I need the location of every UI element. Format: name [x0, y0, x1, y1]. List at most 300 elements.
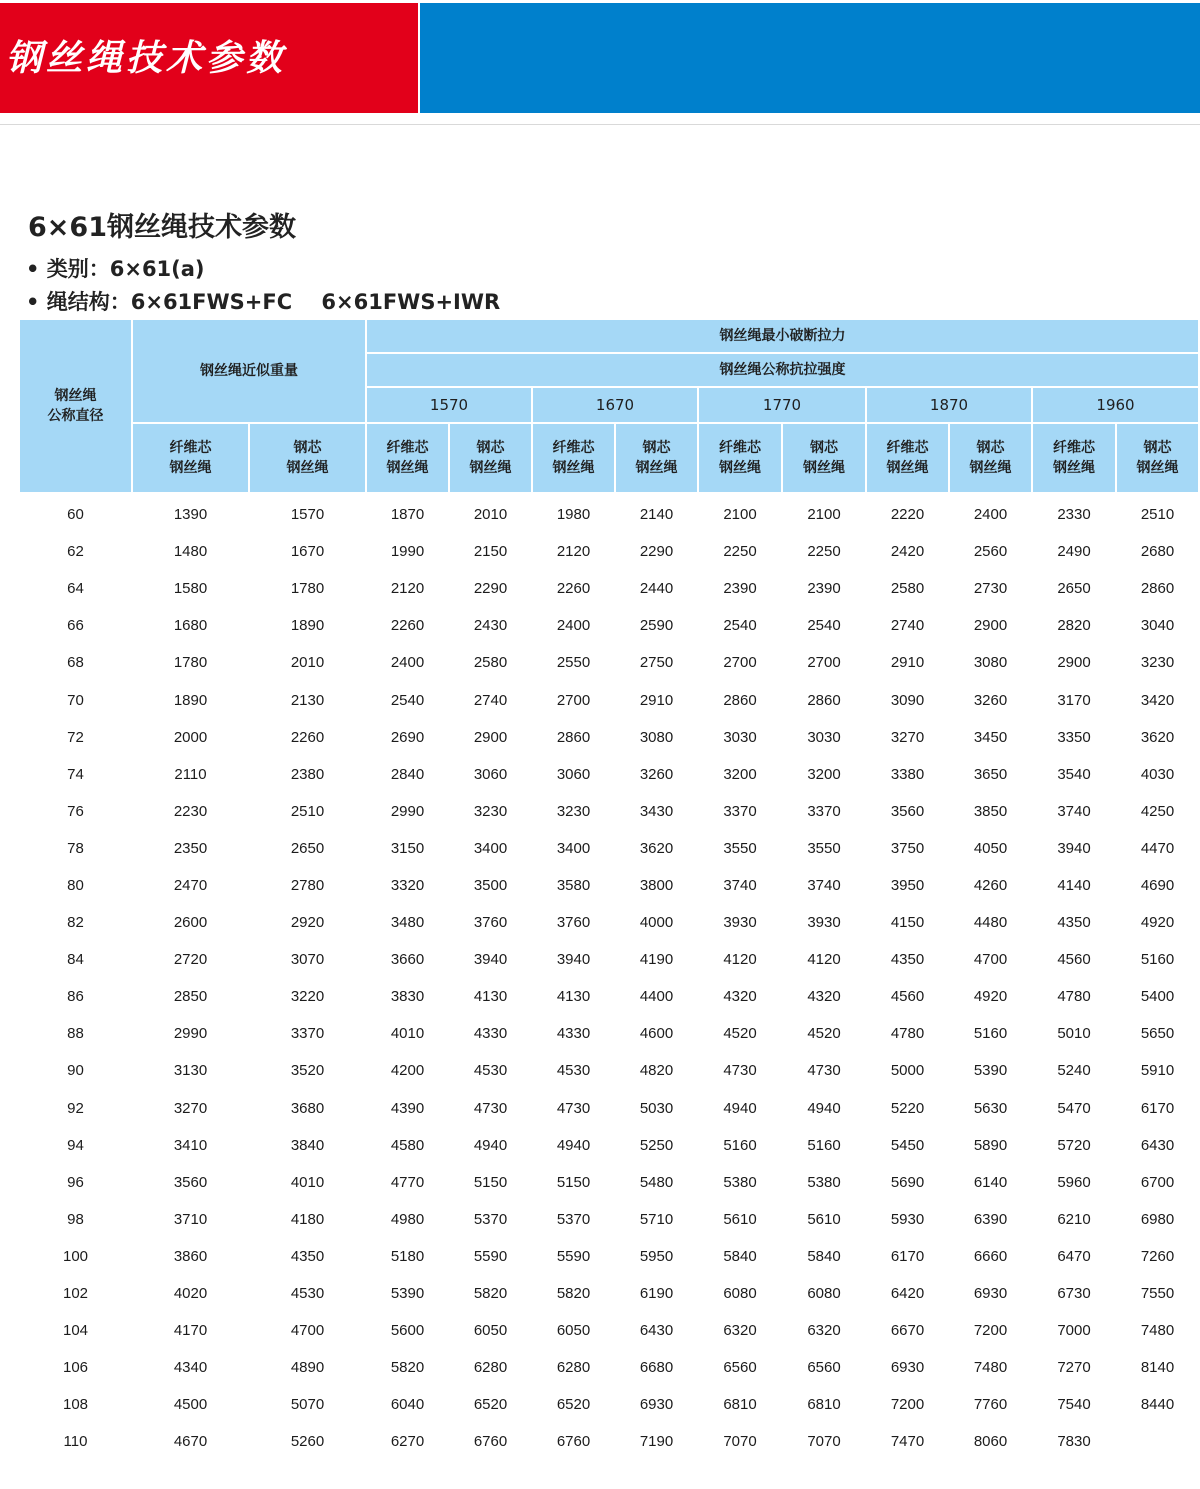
value-cell: 1780 [173, 654, 208, 672]
value-cell: 3320 [390, 876, 425, 894]
table-row [19, 1201, 1199, 1238]
value-cell: 5000 [890, 1062, 925, 1080]
value-cell: 4600 [639, 1025, 674, 1043]
value-cell: 7550 [1140, 1285, 1175, 1303]
value-cell: 5250 [639, 1136, 674, 1154]
header-grade: 1770 [698, 387, 866, 423]
value-cell: 3560 [173, 1173, 208, 1191]
value-cell: 5590 [473, 1247, 508, 1265]
header-fiber-core: 纤维芯 钢丝绳 [366, 423, 449, 493]
value-cell: 3540 [1057, 765, 1091, 783]
value-cell: 7070 [807, 1433, 841, 1451]
value-cell: 6560 [723, 1359, 757, 1377]
value-cell: 3450 [973, 728, 1008, 746]
header-fiber-core: 纤维芯 钢丝绳 [532, 423, 615, 493]
value-cell: 5260 [290, 1433, 325, 1451]
value-cell: 6810 [723, 1396, 757, 1414]
value-cell: 2510 [1140, 506, 1175, 524]
value-cell: 6270 [390, 1433, 425, 1451]
value-cell: 3500 [473, 876, 508, 894]
value-cell: 3940 [1057, 839, 1091, 857]
value-cell: 5470 [1057, 1099, 1091, 1117]
diameter-cell: 92 [67, 1099, 84, 1117]
table-header [19, 319, 1199, 493]
divider [0, 124, 1200, 125]
value-cell: 4200 [390, 1062, 425, 1080]
value-cell: 6810 [807, 1396, 841, 1414]
header-fiber-core: 纤维芯 钢丝绳 [698, 423, 782, 493]
diameter-cell: 104 [62, 1322, 89, 1340]
header-weight: 钢丝绳近似重量 [132, 319, 366, 423]
header-fiber-core: 纤维芯 钢丝绳 [132, 423, 249, 493]
value-cell: 7540 [1057, 1396, 1091, 1414]
table-body [19, 493, 1199, 1460]
value-cell: 1670 [290, 543, 325, 561]
value-cell: 3550 [723, 839, 757, 857]
diameter-cell: 60 [67, 506, 84, 524]
value-cell: 3080 [973, 654, 1008, 672]
value-cell: 1780 [290, 580, 325, 598]
value-cell: 2400 [973, 506, 1008, 524]
value-cell: 3840 [290, 1136, 325, 1154]
value-cell: 4560 [890, 988, 925, 1006]
value-cell: 6930 [890, 1359, 925, 1377]
table-row [19, 941, 1199, 978]
value-cell: 3940 [556, 951, 591, 969]
value-cell: 3560 [890, 802, 925, 820]
header-grade: 1960 [1032, 387, 1199, 423]
diameter-cell: 80 [67, 876, 84, 894]
value-cell: 1890 [290, 617, 325, 635]
value-cell: 6760 [473, 1433, 508, 1451]
value-cell: 4670 [173, 1433, 208, 1451]
value-cell: 5030 [639, 1099, 674, 1117]
value-cell: 4390 [390, 1099, 425, 1117]
value-cell: 3270 [173, 1099, 208, 1117]
header-diameter [19, 319, 132, 493]
value-cell: 3850 [973, 802, 1008, 820]
value-cell: 4530 [473, 1062, 508, 1080]
value-cell: 2250 [807, 543, 841, 561]
value-cell: 5690 [890, 1173, 925, 1191]
diameter-cell: 94 [67, 1136, 84, 1154]
value-cell: 3200 [807, 765, 841, 783]
table-row [19, 681, 1199, 718]
value-cell: 3650 [973, 765, 1008, 783]
value-cell: 4480 [973, 914, 1008, 932]
value-cell: 4170 [173, 1322, 208, 1340]
value-cell: 6320 [723, 1322, 757, 1340]
bullet-category: • 类别：6×61(a) [26, 257, 205, 281]
value-cell: 3400 [473, 839, 508, 857]
value-cell: 6280 [556, 1359, 591, 1377]
diameter-cell: 82 [67, 914, 84, 932]
diameter-cell: 110 [63, 1433, 88, 1451]
value-cell: 1870 [390, 506, 425, 524]
value-cell: 5450 [890, 1136, 925, 1154]
value-cell: 6390 [973, 1210, 1008, 1228]
diameter-cell: 66 [67, 617, 84, 635]
value-cell: 5240 [1057, 1062, 1091, 1080]
value-cell: 5180 [390, 1247, 425, 1265]
value-cell: 3230 [473, 802, 508, 820]
value-cell: 3060 [556, 765, 591, 783]
table-row [19, 1349, 1199, 1386]
value-cell: 3740 [1057, 802, 1091, 820]
value-cell: 3550 [807, 839, 841, 857]
value-cell: 7070 [723, 1433, 757, 1451]
value-cell: 3030 [807, 728, 841, 746]
value-cell: 2990 [390, 802, 425, 820]
diameter-cell: 64 [67, 580, 84, 598]
value-cell: 1480 [173, 543, 208, 561]
value-cell: 4940 [723, 1099, 757, 1117]
header-diameter-text: 钢丝绳 公称直径 [47, 388, 104, 424]
core-type-row [19, 423, 1199, 493]
value-cell: 6520 [473, 1396, 508, 1414]
value-cell: 4050 [973, 839, 1008, 857]
table-row [19, 607, 1199, 644]
diameter-cell: 106 [62, 1359, 89, 1377]
value-cell: 2740 [473, 691, 508, 709]
value-cell: 3380 [890, 765, 925, 783]
value-cell: 3580 [556, 876, 591, 894]
value-cell: 2990 [173, 1025, 208, 1043]
value-cell: 2700 [556, 691, 591, 709]
header-fiber-core: 纤维芯 钢丝绳 [866, 423, 949, 493]
value-cell: 5630 [973, 1099, 1008, 1117]
value-cell: 4940 [473, 1136, 508, 1154]
value-cell: 5220 [890, 1099, 925, 1117]
value-cell: 3350 [1057, 728, 1091, 746]
value-cell: 5890 [973, 1136, 1008, 1154]
header-steel-core: 钢芯 钢丝绳 [249, 423, 366, 493]
value-cell: 5150 [473, 1173, 508, 1191]
value-cell: 5380 [723, 1173, 757, 1191]
header-min-break: 钢丝绳最小破断拉力 [366, 319, 1199, 353]
value-cell: 2120 [556, 543, 591, 561]
value-cell: 2230 [173, 802, 208, 820]
value-cell: 3760 [556, 914, 591, 932]
value-cell: 7470 [890, 1433, 925, 1451]
value-cell: 4350 [1057, 914, 1091, 932]
value-cell: 2100 [723, 506, 757, 524]
value-cell: 6930 [639, 1396, 674, 1414]
value-cell: 2690 [390, 728, 425, 746]
value-cell: 4330 [556, 1025, 591, 1043]
diameter-cell: 108 [62, 1396, 89, 1414]
banner-title: 钢丝绳技术参数 [0, 3, 418, 113]
value-cell: 5370 [556, 1210, 591, 1228]
value-cell: 6560 [807, 1359, 841, 1377]
header-grade: 1570 [366, 387, 532, 423]
value-cell: 4120 [807, 951, 841, 969]
value-cell: 5710 [639, 1210, 674, 1228]
value-cell: 2440 [639, 580, 674, 598]
value-cell: 6660 [973, 1247, 1008, 1265]
value-cell: 3800 [639, 876, 674, 894]
value-cell: 2650 [290, 839, 325, 857]
value-cell: 2430 [473, 617, 508, 635]
value-cell: 3660 [390, 951, 425, 969]
value-cell: 2650 [1057, 580, 1091, 598]
diameter-cell: 98 [67, 1210, 84, 1228]
table-row [19, 1275, 1199, 1312]
value-cell: 2560 [973, 543, 1008, 561]
value-cell: 4320 [807, 988, 841, 1006]
value-cell: 4470 [1140, 839, 1175, 857]
value-cell: 2400 [556, 617, 591, 635]
value-cell: 2720 [173, 951, 208, 969]
value-cell [1116, 1423, 1199, 1460]
value-cell: 5160 [723, 1136, 757, 1154]
value-cell: 2780 [290, 876, 325, 894]
value-cell: 5380 [807, 1173, 841, 1191]
table-row [19, 1312, 1199, 1349]
table-row [19, 904, 1199, 941]
value-cell: 6700 [1140, 1173, 1175, 1191]
value-cell: 5480 [639, 1173, 674, 1191]
value-cell: 2390 [807, 580, 841, 598]
value-cell: 6520 [556, 1396, 591, 1414]
value-cell: 2820 [1057, 617, 1091, 635]
value-cell: 5950 [639, 1247, 674, 1265]
value-cell: 3410 [173, 1136, 208, 1154]
table-row [19, 756, 1199, 793]
table-row [19, 1090, 1199, 1127]
value-cell: 4700 [290, 1322, 325, 1340]
value-cell: 2730 [973, 580, 1008, 598]
value-cell: 2580 [890, 580, 925, 598]
value-cell: 4920 [1140, 914, 1175, 932]
value-cell: 2130 [290, 691, 325, 709]
value-cell: 6170 [1140, 1099, 1175, 1117]
diameter-cell: 84 [67, 951, 84, 969]
value-cell: 2550 [556, 654, 591, 672]
value-cell: 4130 [473, 988, 508, 1006]
value-cell: 2860 [807, 691, 841, 709]
value-cell: 2900 [973, 617, 1008, 635]
value-cell: 2010 [290, 654, 325, 672]
value-cell: 6170 [890, 1247, 925, 1265]
header-tensile: 钢丝绳公称抗拉强度 [366, 353, 1199, 387]
value-cell: 2000 [173, 728, 208, 746]
value-cell: 2600 [173, 914, 208, 932]
value-cell: 6080 [723, 1285, 757, 1303]
value-cell: 5820 [556, 1285, 591, 1303]
value-cell: 3130 [173, 1062, 208, 1080]
value-cell: 3750 [890, 839, 925, 857]
value-cell: 4400 [639, 988, 674, 1006]
table-row [19, 1127, 1199, 1164]
value-cell: 2860 [723, 691, 757, 709]
value-cell: 3520 [290, 1062, 325, 1080]
page-banner [0, 0, 1200, 114]
value-cell: 4730 [556, 1099, 591, 1117]
value-cell: 2590 [639, 617, 674, 635]
value-cell: 2260 [390, 617, 425, 635]
value-cell: 6280 [473, 1359, 508, 1377]
header-steel-core: 钢芯 钢丝绳 [615, 423, 698, 493]
value-cell: 4140 [1057, 876, 1091, 894]
header-steel-core: 钢芯 钢丝绳 [1116, 423, 1199, 493]
value-cell: 7260 [1140, 1247, 1175, 1265]
value-cell: 3150 [390, 839, 425, 857]
value-cell: 4260 [973, 876, 1008, 894]
value-cell: 5160 [807, 1136, 841, 1154]
value-cell: 2540 [723, 617, 757, 635]
diameter-cell: 88 [67, 1025, 84, 1043]
value-cell: 2740 [890, 617, 925, 635]
banner-blue-block [420, 3, 1200, 113]
value-cell: 4120 [723, 951, 757, 969]
value-cell: 3740 [807, 876, 841, 894]
value-cell: 4350 [290, 1247, 325, 1265]
value-cell: 5160 [1140, 951, 1175, 969]
value-cell: 5840 [723, 1247, 757, 1265]
table-row [19, 570, 1199, 607]
value-cell: 3930 [723, 914, 757, 932]
value-cell: 4500 [173, 1396, 208, 1414]
value-cell: 1680 [173, 617, 208, 635]
value-cell: 4150 [890, 914, 925, 932]
value-cell: 6680 [639, 1359, 674, 1377]
value-cell: 2700 [723, 654, 757, 672]
value-cell: 6930 [973, 1285, 1008, 1303]
table-row [19, 793, 1199, 830]
value-cell: 3230 [1140, 654, 1175, 672]
value-cell: 5610 [807, 1210, 841, 1228]
value-cell: 3040 [1140, 617, 1175, 635]
value-cell: 3200 [723, 765, 757, 783]
value-cell: 4030 [1140, 765, 1175, 783]
value-cell: 5400 [1140, 988, 1175, 1006]
value-cell: 7270 [1057, 1359, 1091, 1377]
spec-table [18, 318, 1200, 1460]
value-cell: 4250 [1140, 802, 1175, 820]
value-cell: 2920 [290, 914, 325, 932]
value-cell: 2010 [473, 506, 508, 524]
value-cell: 1990 [390, 543, 425, 561]
value-cell: 4010 [290, 1173, 325, 1191]
value-cell: 8060 [973, 1433, 1008, 1451]
value-cell: 2680 [1140, 543, 1175, 561]
value-cell: 3940 [473, 951, 508, 969]
value-cell: 5600 [390, 1322, 425, 1340]
value-cell: 5150 [556, 1173, 591, 1191]
value-cell: 6760 [556, 1433, 591, 1451]
value-cell: 2910 [639, 691, 674, 709]
value-cell: 4820 [639, 1062, 674, 1080]
value-cell: 3740 [723, 876, 757, 894]
value-cell: 4780 [890, 1025, 925, 1043]
value-cell: 2330 [1057, 506, 1091, 524]
value-cell: 2540 [807, 617, 841, 635]
value-cell: 3260 [973, 691, 1008, 709]
value-cell: 5910 [1140, 1062, 1175, 1080]
value-cell: 2840 [390, 765, 425, 783]
value-cell: 6190 [639, 1285, 674, 1303]
value-cell: 3480 [390, 914, 425, 932]
value-cell: 2470 [173, 876, 208, 894]
header-fiber-core: 纤维芯 钢丝绳 [1032, 423, 1116, 493]
value-cell: 4010 [390, 1025, 425, 1043]
value-cell: 6050 [556, 1322, 591, 1340]
value-cell: 2260 [556, 580, 591, 598]
value-cell: 5720 [1057, 1136, 1091, 1154]
value-cell: 3620 [1140, 728, 1175, 746]
table-row [19, 493, 1199, 533]
table-row [19, 1386, 1199, 1423]
value-cell: 4580 [390, 1136, 425, 1154]
value-cell: 6980 [1140, 1210, 1175, 1228]
value-cell: 4980 [390, 1210, 425, 1228]
value-cell: 3930 [807, 914, 841, 932]
value-cell: 6320 [807, 1322, 841, 1340]
value-cell: 3220 [290, 988, 325, 1006]
value-cell: 4320 [723, 988, 757, 1006]
value-cell: 7200 [973, 1322, 1008, 1340]
value-cell: 6670 [890, 1322, 925, 1340]
value-cell: 5160 [973, 1025, 1008, 1043]
value-cell: 5390 [973, 1062, 1008, 1080]
value-cell: 5610 [723, 1210, 757, 1228]
value-cell: 3950 [890, 876, 925, 894]
value-cell: 4890 [290, 1359, 325, 1377]
value-cell: 3680 [290, 1099, 325, 1117]
table-row [19, 1423, 1199, 1460]
value-cell: 4330 [473, 1025, 508, 1043]
value-cell: 3860 [173, 1247, 208, 1265]
value-cell: 6080 [807, 1285, 841, 1303]
value-cell: 2860 [556, 728, 591, 746]
value-cell: 6470 [1057, 1247, 1091, 1265]
diameter-cell: 70 [67, 691, 84, 709]
value-cell: 4350 [890, 951, 925, 969]
value-cell: 6730 [1057, 1285, 1091, 1303]
bullet-structure: • 绳结构：6×61FWS+FC 6×61FWS+IWR [26, 290, 501, 314]
value-cell: 5390 [390, 1285, 425, 1303]
value-cell: 6040 [390, 1396, 425, 1414]
value-cell: 3070 [290, 951, 325, 969]
value-cell: 2220 [890, 506, 925, 524]
value-cell: 8140 [1140, 1359, 1175, 1377]
value-cell: 3080 [639, 728, 674, 746]
value-cell: 3090 [890, 691, 925, 709]
value-cell: 4020 [173, 1285, 208, 1303]
value-cell: 2540 [390, 691, 425, 709]
value-cell: 4530 [290, 1285, 325, 1303]
value-cell: 5070 [290, 1396, 325, 1414]
value-cell: 5590 [556, 1247, 591, 1265]
value-cell: 6140 [973, 1173, 1008, 1191]
header-steel-core: 钢芯 钢丝绳 [949, 423, 1032, 493]
value-cell: 7480 [1140, 1322, 1175, 1340]
table-row [19, 1052, 1199, 1089]
value-cell: 1580 [173, 580, 208, 598]
table-row [19, 978, 1199, 1015]
value-cell: 5650 [1140, 1025, 1175, 1043]
value-cell: 4520 [723, 1025, 757, 1043]
value-cell: 2150 [473, 543, 508, 561]
value-cell: 7200 [890, 1396, 925, 1414]
diameter-cell: 72 [67, 728, 84, 746]
value-cell: 7760 [973, 1396, 1008, 1414]
value-cell: 4940 [556, 1136, 591, 1154]
page-title: 6×61钢丝绳技术参数 [28, 212, 296, 243]
value-cell: 2290 [473, 580, 508, 598]
value-cell: 4920 [973, 988, 1008, 1006]
